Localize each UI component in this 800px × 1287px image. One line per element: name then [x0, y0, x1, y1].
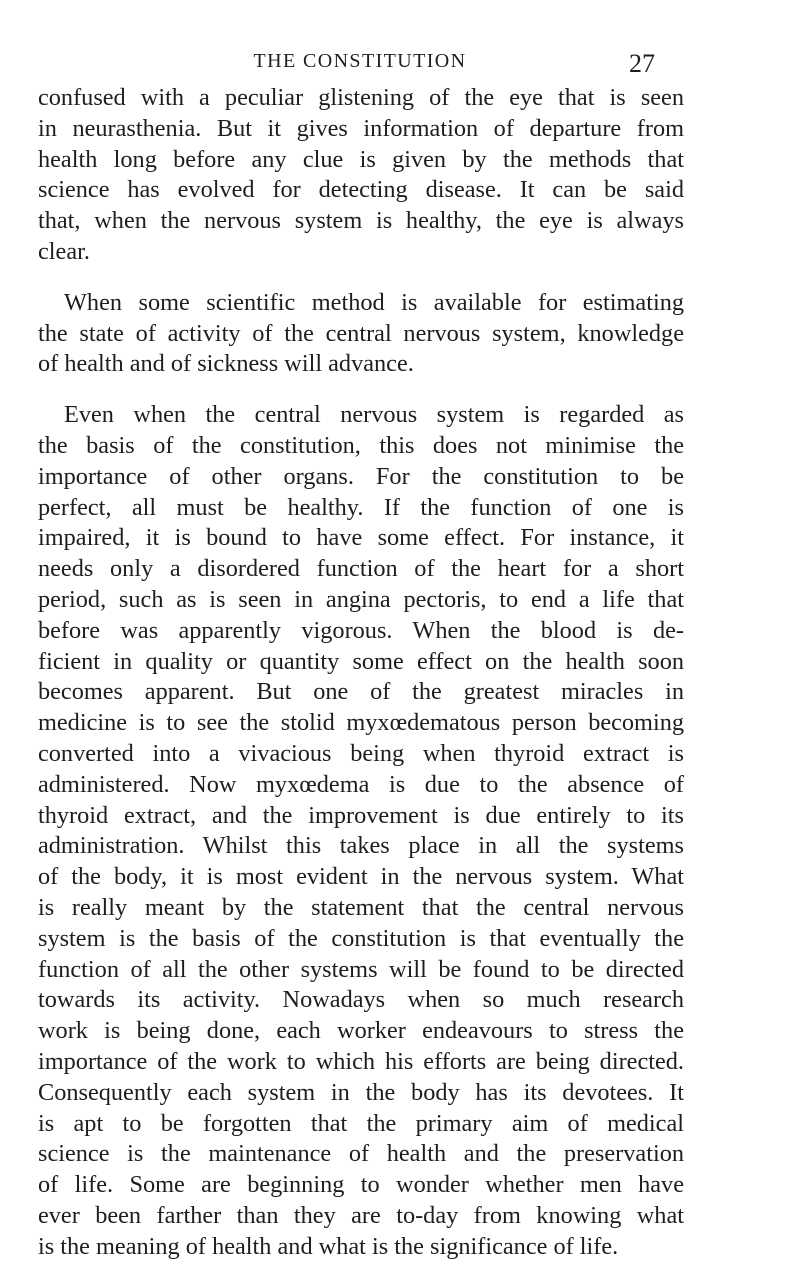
- text-line: clear.: [38, 237, 90, 265]
- text-line: of the body, it is most evident in the nervous system. What: [38, 863, 684, 891]
- text-line: that, when the nervous system is healthy, the eye is always: [38, 207, 684, 235]
- text-line: towards its activity. Nowadays when so much research: [38, 986, 684, 1014]
- text-line: converted into a vivacious being when thyroid extract is: [38, 739, 684, 767]
- text-line: administration. Whilst this takes place in all the systems: [38, 832, 684, 860]
- text-line: becomes apparent. But one of the greatest miracles in: [38, 678, 684, 706]
- text-line: needs only a disordered function of the heart for a short: [38, 555, 684, 583]
- text-line: of health and of sickness will advance.: [38, 350, 414, 378]
- text-line: perfect, all must be healthy. If the function of one is: [38, 493, 684, 521]
- paragraph-2: [38, 288, 684, 380]
- text-line: importance of the work to which his efforts are being directed.: [38, 1047, 684, 1075]
- paragraph-1: [38, 83, 684, 268]
- text-line: Even when the central nervous system is regarded as: [64, 401, 684, 429]
- body-text: [38, 83, 684, 1282]
- running-title: THE CONSTITUTION: [253, 50, 467, 72]
- text-line: the state of activity of the central nervous system, knowledge: [38, 319, 684, 347]
- text-line: is apt to be forgotten that the primary aim of medical: [38, 1109, 684, 1137]
- text-line: confused with a peculiar glistening of the eye that is seen: [38, 84, 684, 111]
- text-line: science is the maintenance of health and the preservation: [38, 1140, 684, 1168]
- text-line: When some scientific method is available for estimating: [64, 288, 684, 316]
- text-line: period, such as is seen in angina pectoris, to end a life that: [38, 585, 684, 613]
- text-line: of life. Some are beginning to wonder whether men have: [38, 1171, 684, 1199]
- text-line: health long before any clue is given by the methods that: [38, 145, 684, 173]
- page-number: 27: [629, 49, 655, 78]
- text-line: importance of other organs. For the constitution to be: [38, 462, 684, 490]
- paragraph-3: [38, 400, 684, 1262]
- text-line: in neurasthenia. But it gives information of departure from: [38, 114, 684, 142]
- text-line: work is being done, each worker endeavours to stress the: [38, 1017, 684, 1045]
- text-line: before was apparently vigorous. When the blood is de-: [38, 616, 684, 644]
- text-line: science has evolved for detecting disease. It can be said: [38, 176, 684, 204]
- running-head: [0, 50, 800, 76]
- text-line: administered. Now myxœdema is due to the absence of: [38, 770, 684, 798]
- text-line: ever been farther than they are to-day from knowing what: [38, 1201, 684, 1229]
- text-line: thyroid extract, and the improvement is due entirely to its: [38, 801, 684, 829]
- text-line: medicine is to see the stolid myxœdematous person becoming: [38, 709, 684, 737]
- text-line: is really meant by the statement that the central nervous: [38, 893, 684, 921]
- text-line: function of all the other systems will be found to be directed: [38, 955, 684, 983]
- text-line: system is the basis of the constitution is that eventually the: [38, 924, 684, 952]
- text-line: Consequently each system in the body has its devotees. It: [38, 1078, 684, 1106]
- text-line: the basis of the constitution, this does not minimise the: [38, 431, 684, 459]
- text-line: ficient in quality or quantity some effect on the health soon: [38, 647, 684, 675]
- text-line: is the meaning of health and what is the significance of life.: [38, 1232, 619, 1260]
- text-line: impaired, it is bound to have some effect. For instance, it: [38, 524, 684, 552]
